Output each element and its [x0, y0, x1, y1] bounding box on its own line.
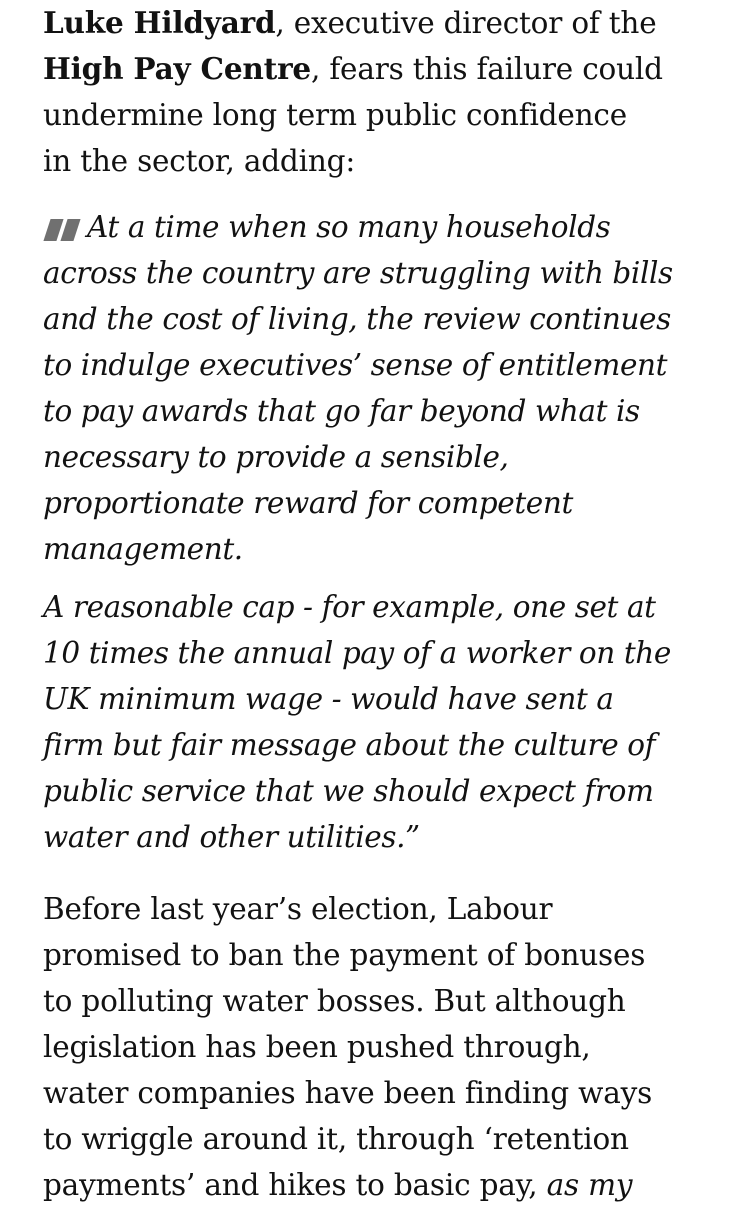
quote-icon: [43, 215, 81, 237]
intro-line-1: [43, 0, 723, 46]
intro-paragraph: [43, 0, 723, 184]
quote-line: to pay awards that go far beyond what is: [43, 394, 640, 428]
quote-line: across the country are struggling with bills: [43, 256, 673, 290]
body-line: Before last year’s election, Labour: [43, 892, 553, 926]
intro-text: , executive director of the: [275, 6, 657, 40]
intro-line-2: [43, 46, 723, 92]
body-line: to wriggle around it, through ‘retention: [43, 1122, 629, 1156]
quote-line: management.: [43, 532, 243, 566]
quote-line: proportionate reward for competent: [43, 486, 573, 520]
body-line: to polluting water bosses. But although: [43, 984, 626, 1018]
quote-line: to indulge executives’ sense of entitlement: [43, 348, 668, 382]
quote-line: UK minimum wage - would have sent a: [43, 682, 614, 716]
inline-link[interactable]: as my: [546, 1168, 633, 1202]
body-text: payments’ and hikes to basic pay,: [43, 1168, 538, 1202]
intro-line-4: in the sector, adding:: [43, 144, 356, 178]
person-name[interactable]: Luke Hildyard: [43, 5, 276, 40]
quote-line: necessary to provide a sensible,: [43, 440, 509, 474]
intro-line-3: undermine long term public confidence: [43, 98, 627, 132]
body-line: promised to ban the payment of bonuses: [43, 938, 646, 972]
body-line: legislation has been pushed through,: [43, 1030, 591, 1064]
quote-block-2: [43, 584, 723, 860]
quote-text: At a time when so many households: [87, 210, 611, 244]
organisation-name[interactable]: High Pay Centre: [43, 51, 311, 86]
body-line-last: [43, 1162, 723, 1208]
body-paragraph: [43, 886, 723, 1208]
quote-line: A reasonable cap - for example, one set at: [43, 590, 656, 624]
quote-line: [43, 204, 723, 250]
quote-line: water and other utilities.”: [43, 820, 420, 854]
quote-line: 10 times the annual pay of a worker on the: [43, 636, 671, 670]
quote-line: public service that we should expect from: [43, 774, 654, 808]
body-line: water companies have been finding ways: [43, 1076, 653, 1110]
article-body: [43, 0, 723, 1208]
quote-line: firm but fair message about the culture of: [43, 728, 656, 762]
quote-block-1: [43, 204, 723, 572]
intro-text: , fears this failure could: [310, 52, 663, 86]
quote-line: and the cost of living, the review continues: [43, 302, 671, 336]
pull-quote: [43, 204, 723, 860]
